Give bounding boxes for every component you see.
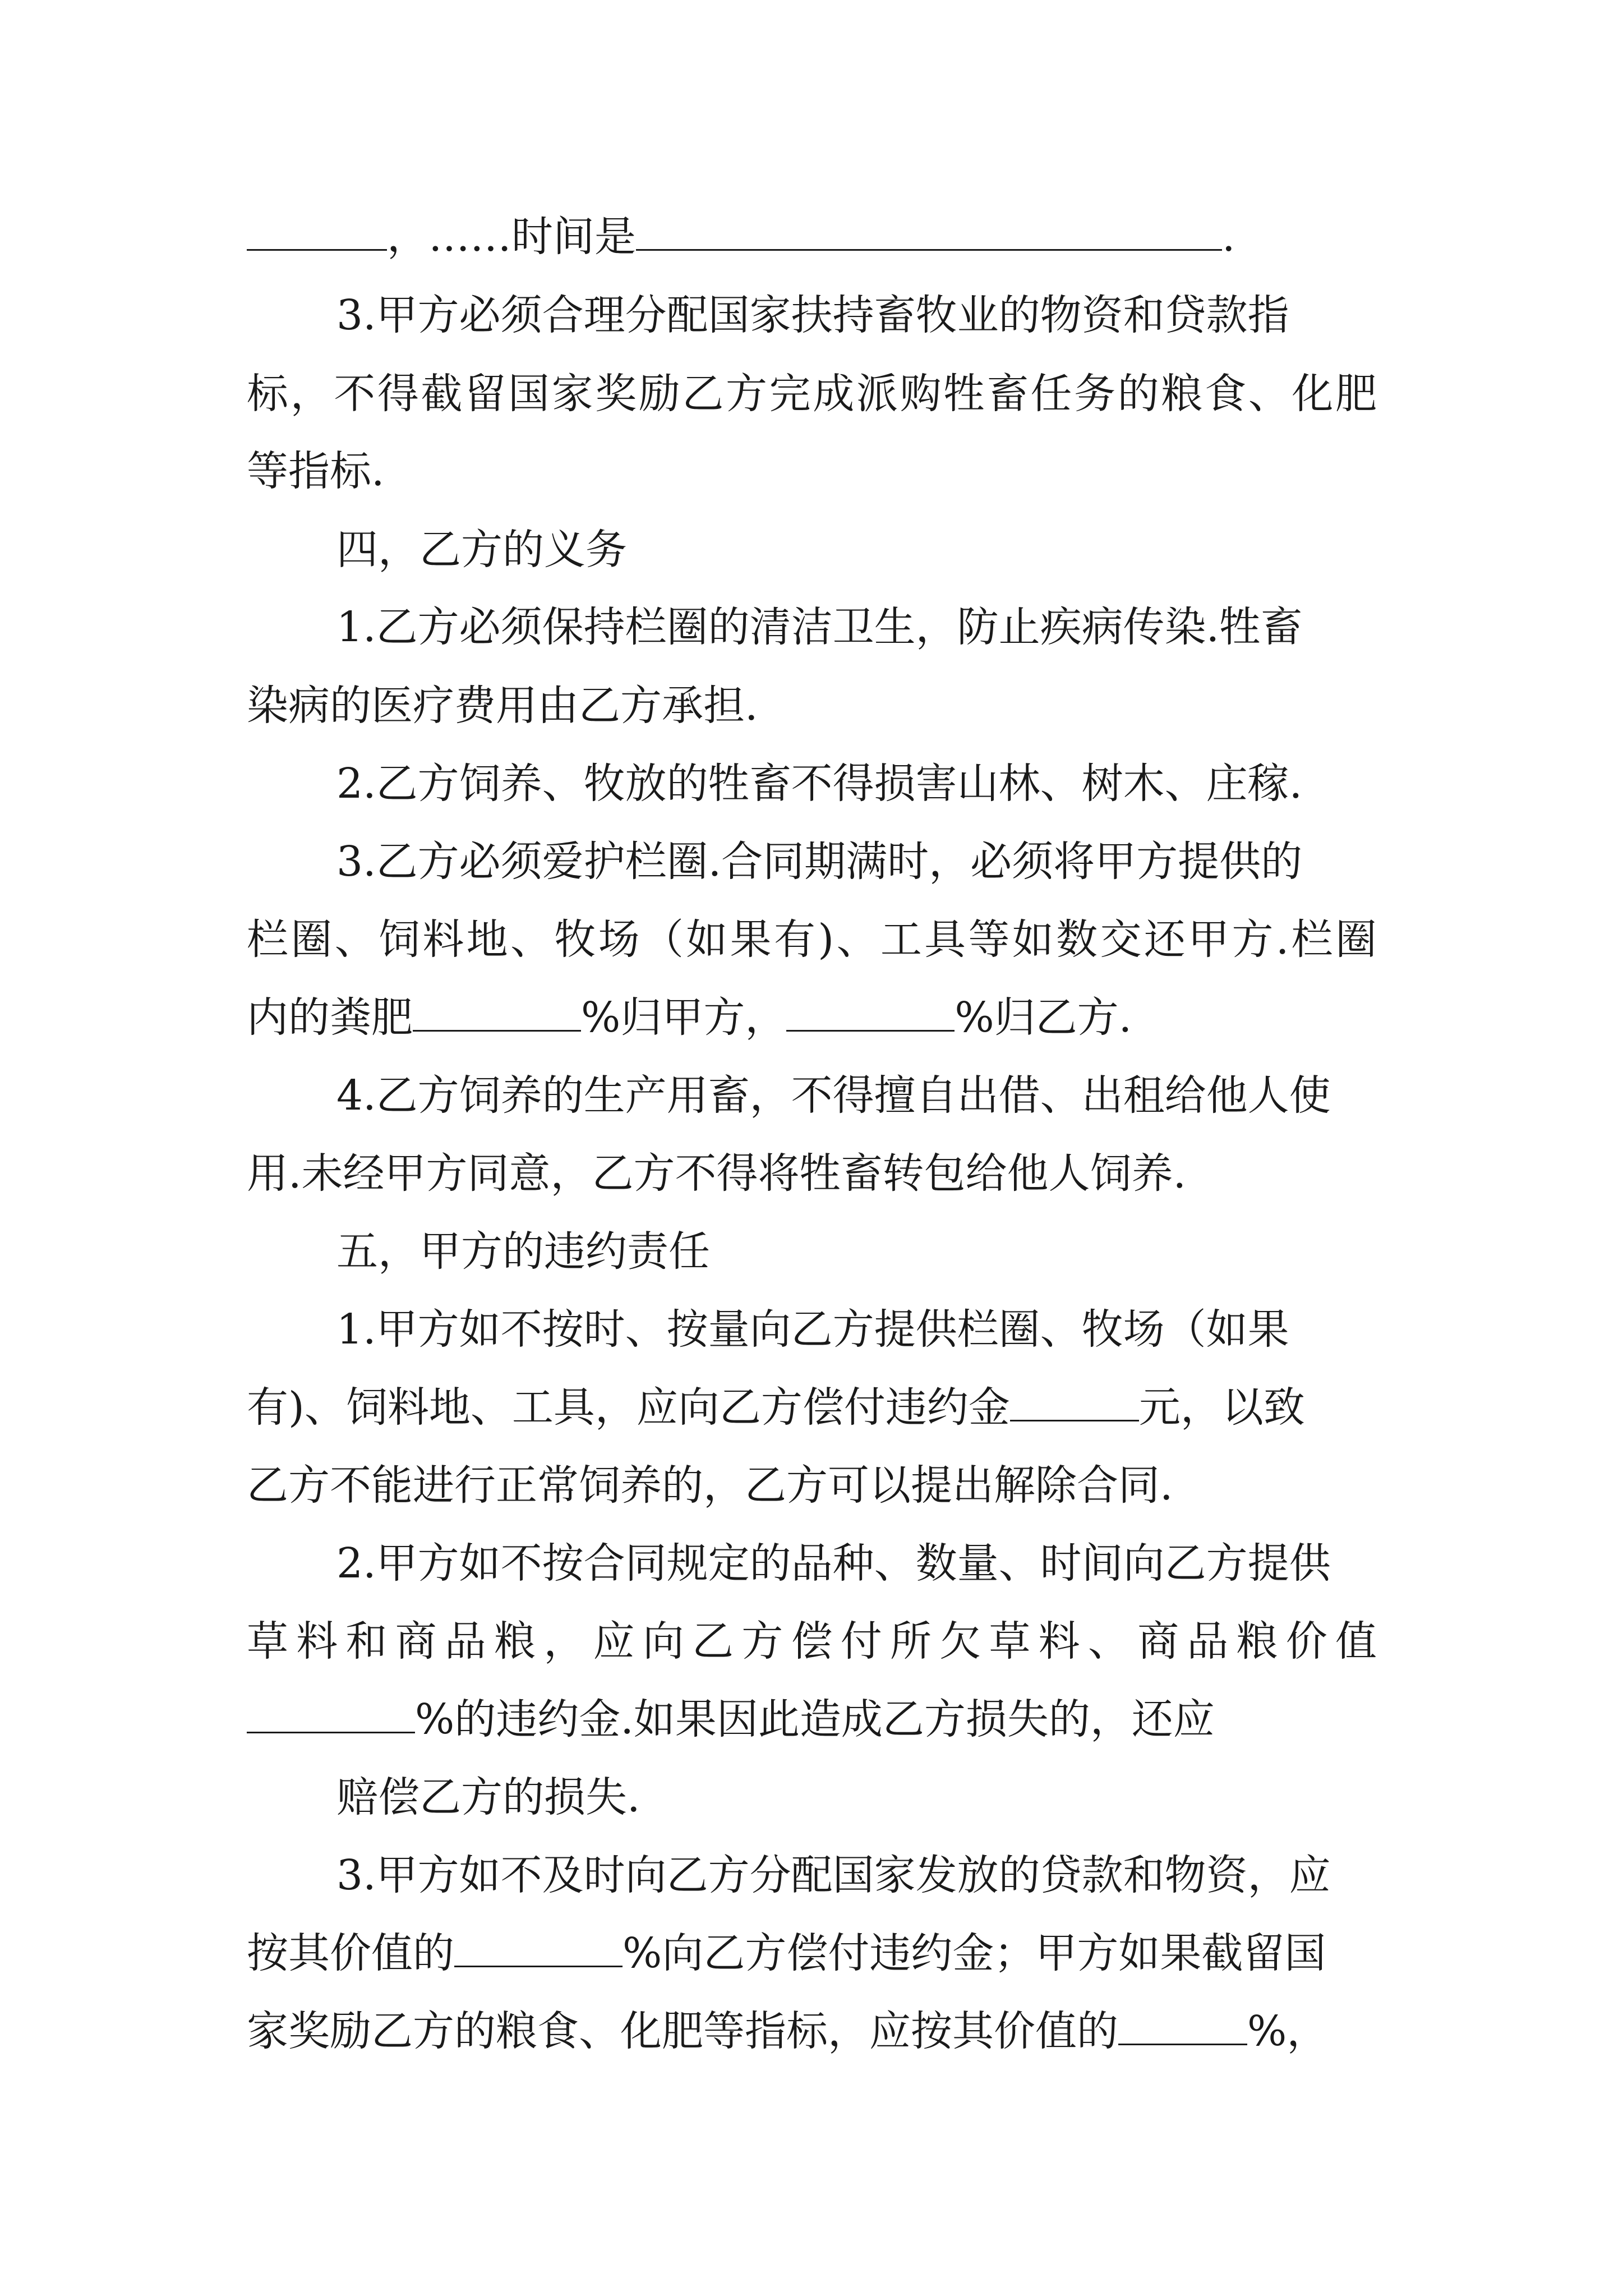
- text-segment: 2.乙方饲养、牧放的牲畜不得损害山林、树木、庄稼.: [336, 760, 1303, 808]
- text-segment: 赔偿乙方的损失.: [336, 1773, 640, 1821]
- heading-text: 四，乙方的义务: [336, 526, 627, 574]
- text-segment: 元，以致: [1138, 1383, 1305, 1432]
- text-line: [247, 366, 1377, 422]
- text-segment: %归甲方，: [581, 993, 787, 1042]
- text-segment: 染病的医疗费用由乙方承担.: [247, 682, 758, 730]
- text-line: [247, 443, 385, 499]
- text-line: [336, 1769, 640, 1825]
- text-line: [247, 2003, 1328, 2059]
- heading-text: 五，甲方的违约责任: [336, 1227, 710, 1276]
- text-segment: .: [1222, 213, 1235, 261]
- paragraph-start-line: [336, 834, 1302, 890]
- text-segment: %归乙方.: [955, 993, 1132, 1042]
- text-segment: 家奖励乙方的粮食、化肥等指标，应按其价值的: [247, 2007, 1118, 2055]
- fill-in-blank[interactable]: [786, 995, 955, 1032]
- text-segment: 用.未经甲方同意，乙方不得将牲畜转包给他人饲养.: [247, 1149, 1187, 1198]
- text-segment: %向乙方偿付违约金；甲方如果截留国: [623, 1929, 1326, 1977]
- paragraph-start-line: [336, 599, 1302, 655]
- text-segment: %的违约金.如果因此造成乙方损失的，还应: [415, 1695, 1215, 1743]
- fill-in-blank[interactable]: [413, 995, 581, 1032]
- fill-in-blank[interactable]: [247, 1697, 415, 1733]
- text-line: [247, 209, 1235, 265]
- text-segment: 按其价值的: [247, 1929, 454, 1977]
- text-line: [247, 1613, 1377, 1669]
- text-line: [247, 1691, 1215, 1747]
- text-line: [247, 1145, 1186, 1202]
- fill-in-blank[interactable]: [1118, 2009, 1247, 2045]
- text-segment: 1.乙方必须保持栏圈的清洁卫生，防止疾病传染.牲畜: [336, 603, 1303, 651]
- paragraph-start-line: [336, 287, 1289, 343]
- text-segment: 1.甲方如不按时、按量向乙方提供栏圈、牧场（如果: [336, 1305, 1289, 1354]
- fill-in-blank[interactable]: [247, 214, 387, 251]
- text-segment: 4.乙方饲养的生产用畜，不得擅自出借、出租给他人使: [336, 1071, 1331, 1120]
- text-segment: 草料和商品粮，应向乙方偿付所欠草料、商品粮价值: [247, 1617, 1377, 1665]
- text-segment: 内的粪肥: [247, 993, 413, 1042]
- paragraph-start-line: [336, 1535, 1331, 1591]
- fill-in-blank[interactable]: [636, 214, 1222, 251]
- text-segment: 3.甲方如不及时向乙方分配国家发放的贷款和物资，应: [336, 1851, 1331, 1899]
- text-segment: 3.乙方必须爱护栏圈.合同期满时，必须将甲方提供的: [336, 838, 1303, 886]
- text-segment: ，……时间是: [387, 213, 636, 261]
- paragraph-start-line: [336, 756, 1302, 812]
- fill-in-blank[interactable]: [1010, 1385, 1139, 1421]
- text-line: [247, 678, 758, 734]
- text-segment: 有)、饲料地、工具，应向乙方偿付违约金: [247, 1383, 1010, 1432]
- text-segment: 乙方不能进行正常饲养的，乙方可以提出解除合同.: [247, 1461, 1173, 1510]
- section-heading: [336, 522, 627, 578]
- text-line: [247, 1925, 1326, 1981]
- text-segment: 3.甲方必须合理分配国家扶持畜牧业的物资和贷款指: [336, 291, 1289, 339]
- section-heading: [336, 1223, 710, 1280]
- text-segment: 栏圈、饲料地、牧场（如果有)、工具等如数交还甲方.栏圈: [247, 915, 1377, 964]
- text-line: [247, 1457, 1173, 1513]
- paragraph-start-line: [336, 1068, 1331, 1124]
- text-segment: 标，不得截留国家奖励乙方完成派购牲畜任务的粮食、化肥: [247, 370, 1377, 418]
- text-line: [247, 990, 1132, 1046]
- text-line: [247, 912, 1377, 968]
- paragraph-start-line: [336, 1847, 1331, 1903]
- text-segment: 等指标.: [247, 447, 385, 495]
- text-segment: 2.甲方如不按合同规定的品种、数量、时间向乙方提供: [336, 1539, 1331, 1588]
- fill-in-blank[interactable]: [454, 1931, 623, 1967]
- text-segment: %，: [1247, 2007, 1329, 2055]
- text-line: [247, 1379, 1305, 1435]
- paragraph-start-line: [336, 1301, 1289, 1358]
